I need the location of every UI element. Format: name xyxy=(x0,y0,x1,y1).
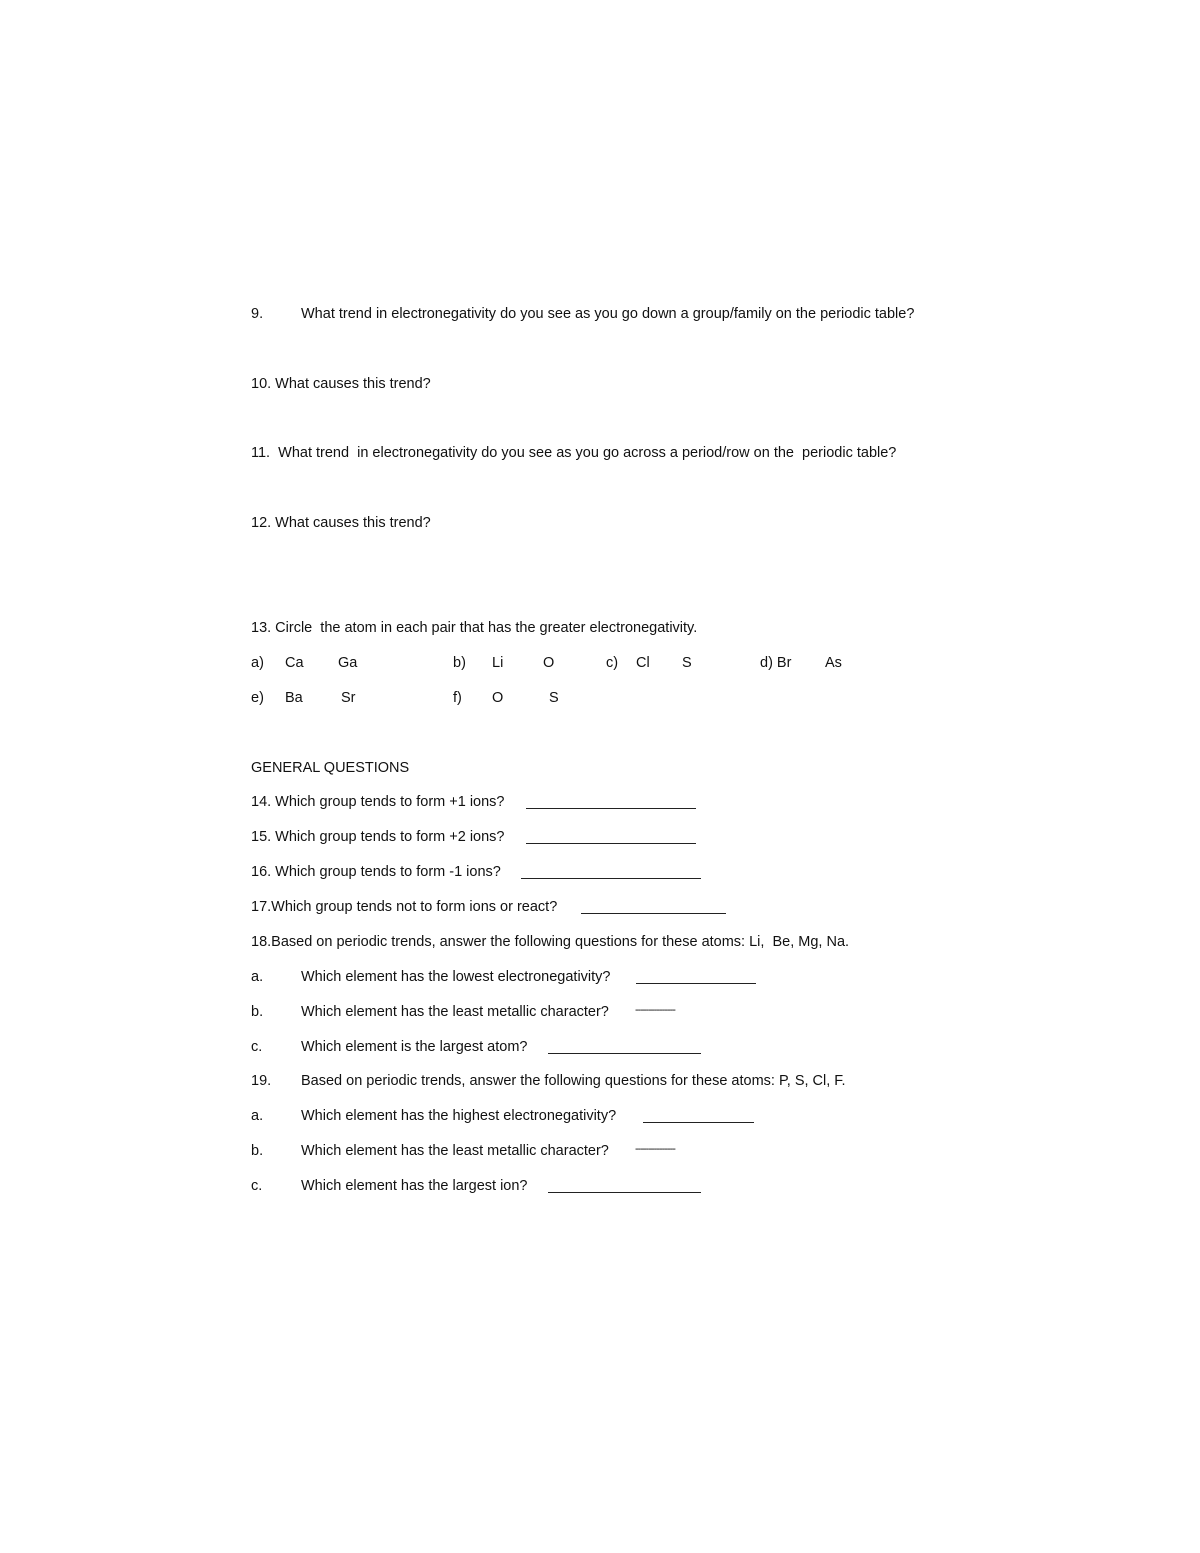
pair-b-label: b) xyxy=(453,655,466,671)
q18c-label: c. xyxy=(251,1039,263,1055)
q10-text: 10. What causes this trend? xyxy=(251,376,431,392)
pair-f-label: f) xyxy=(453,690,462,706)
q18b-label: b. xyxy=(251,1004,264,1020)
q19c-text: Which element has the largest ion? xyxy=(301,1178,528,1194)
pair-a-second[interactable]: Ga xyxy=(338,655,358,671)
q19a-label: a. xyxy=(251,1108,264,1124)
q12-text: 12. What causes this trend? xyxy=(251,515,431,531)
q18c-text: Which element is the largest atom? xyxy=(301,1039,528,1055)
q19b-label: b. xyxy=(251,1143,264,1159)
q18b-text: Which element has the least metallic character? xyxy=(301,1004,609,1020)
q9-number: 9. xyxy=(251,306,264,322)
general-heading: GENERAL QUESTIONS xyxy=(251,760,410,776)
pair-a-label: a) xyxy=(251,655,264,671)
pair-e-second[interactable]: Sr xyxy=(341,690,356,706)
pair-c-label: c) xyxy=(606,655,619,671)
q18c-answer-blank[interactable] xyxy=(548,1053,701,1054)
pair-f-second[interactable]: S xyxy=(549,690,559,706)
q16-text: 16. Which group tends to form -1 ions? xyxy=(251,864,501,880)
q9-text: What trend in electronegativity do you see as you go down a group/family on the periodic table? xyxy=(301,306,915,322)
q19c-answer-blank[interactable] xyxy=(548,1192,701,1193)
q18-text: 18.Based on periodic trends, answer the following questions for these atoms: Li, Be, Mg, Na. xyxy=(251,934,850,950)
q19b-answer-dashes[interactable]: --------------- xyxy=(635,1143,675,1155)
q15-text: 15. Which group tends to form +2 ions? xyxy=(251,829,505,845)
q13-text: 13. Circle the atom in each pair that has the greater electronegativity. xyxy=(251,620,698,636)
q18a-text: Which element has the lowest electronegativity? xyxy=(301,969,611,985)
q19c-label: c. xyxy=(251,1178,263,1194)
pair-c-second[interactable]: S xyxy=(682,655,692,671)
pair-e-first[interactable]: Ba xyxy=(285,690,303,706)
pair-b-first[interactable]: Li xyxy=(492,655,504,671)
q19-text: Based on periodic trends, answer the following questions for these atoms: P, S, Cl, F. xyxy=(301,1073,846,1089)
q19a-answer-blank[interactable] xyxy=(643,1122,754,1123)
q18a-answer-blank[interactable] xyxy=(636,983,756,984)
q14-text: 14. Which group tends to form +1 ions? xyxy=(251,794,505,810)
q17-text: 17.Which group tends not to form ions or react? xyxy=(251,899,558,915)
pair-a-first[interactable]: Ca xyxy=(285,655,304,671)
pair-f-first[interactable]: O xyxy=(492,690,504,706)
q15-answer-blank[interactable] xyxy=(526,843,696,844)
pair-d-label[interactable]: d) Br xyxy=(760,655,792,671)
q14-answer-blank[interactable] xyxy=(526,808,696,809)
q18b-answer-dashes[interactable]: --------------- xyxy=(635,1004,675,1016)
pair-d-second[interactable]: As xyxy=(825,655,842,671)
pair-b-second[interactable]: O xyxy=(543,655,555,671)
q19b-text: Which element has the least metallic character? xyxy=(301,1143,609,1159)
q18a-label: a. xyxy=(251,969,264,985)
q19a-text: Which element has the highest electronegativity? xyxy=(301,1108,617,1124)
q19-number: 19. xyxy=(251,1073,272,1089)
q11-text: 11. What trend in electronegativity do you see as you go across a period/row on the periodic table? xyxy=(251,445,897,461)
q17-answer-blank[interactable] xyxy=(581,913,726,914)
pair-e-label: e) xyxy=(251,690,264,706)
pair-c-first[interactable]: Cl xyxy=(636,655,650,671)
q16-answer-blank[interactable] xyxy=(521,878,701,879)
